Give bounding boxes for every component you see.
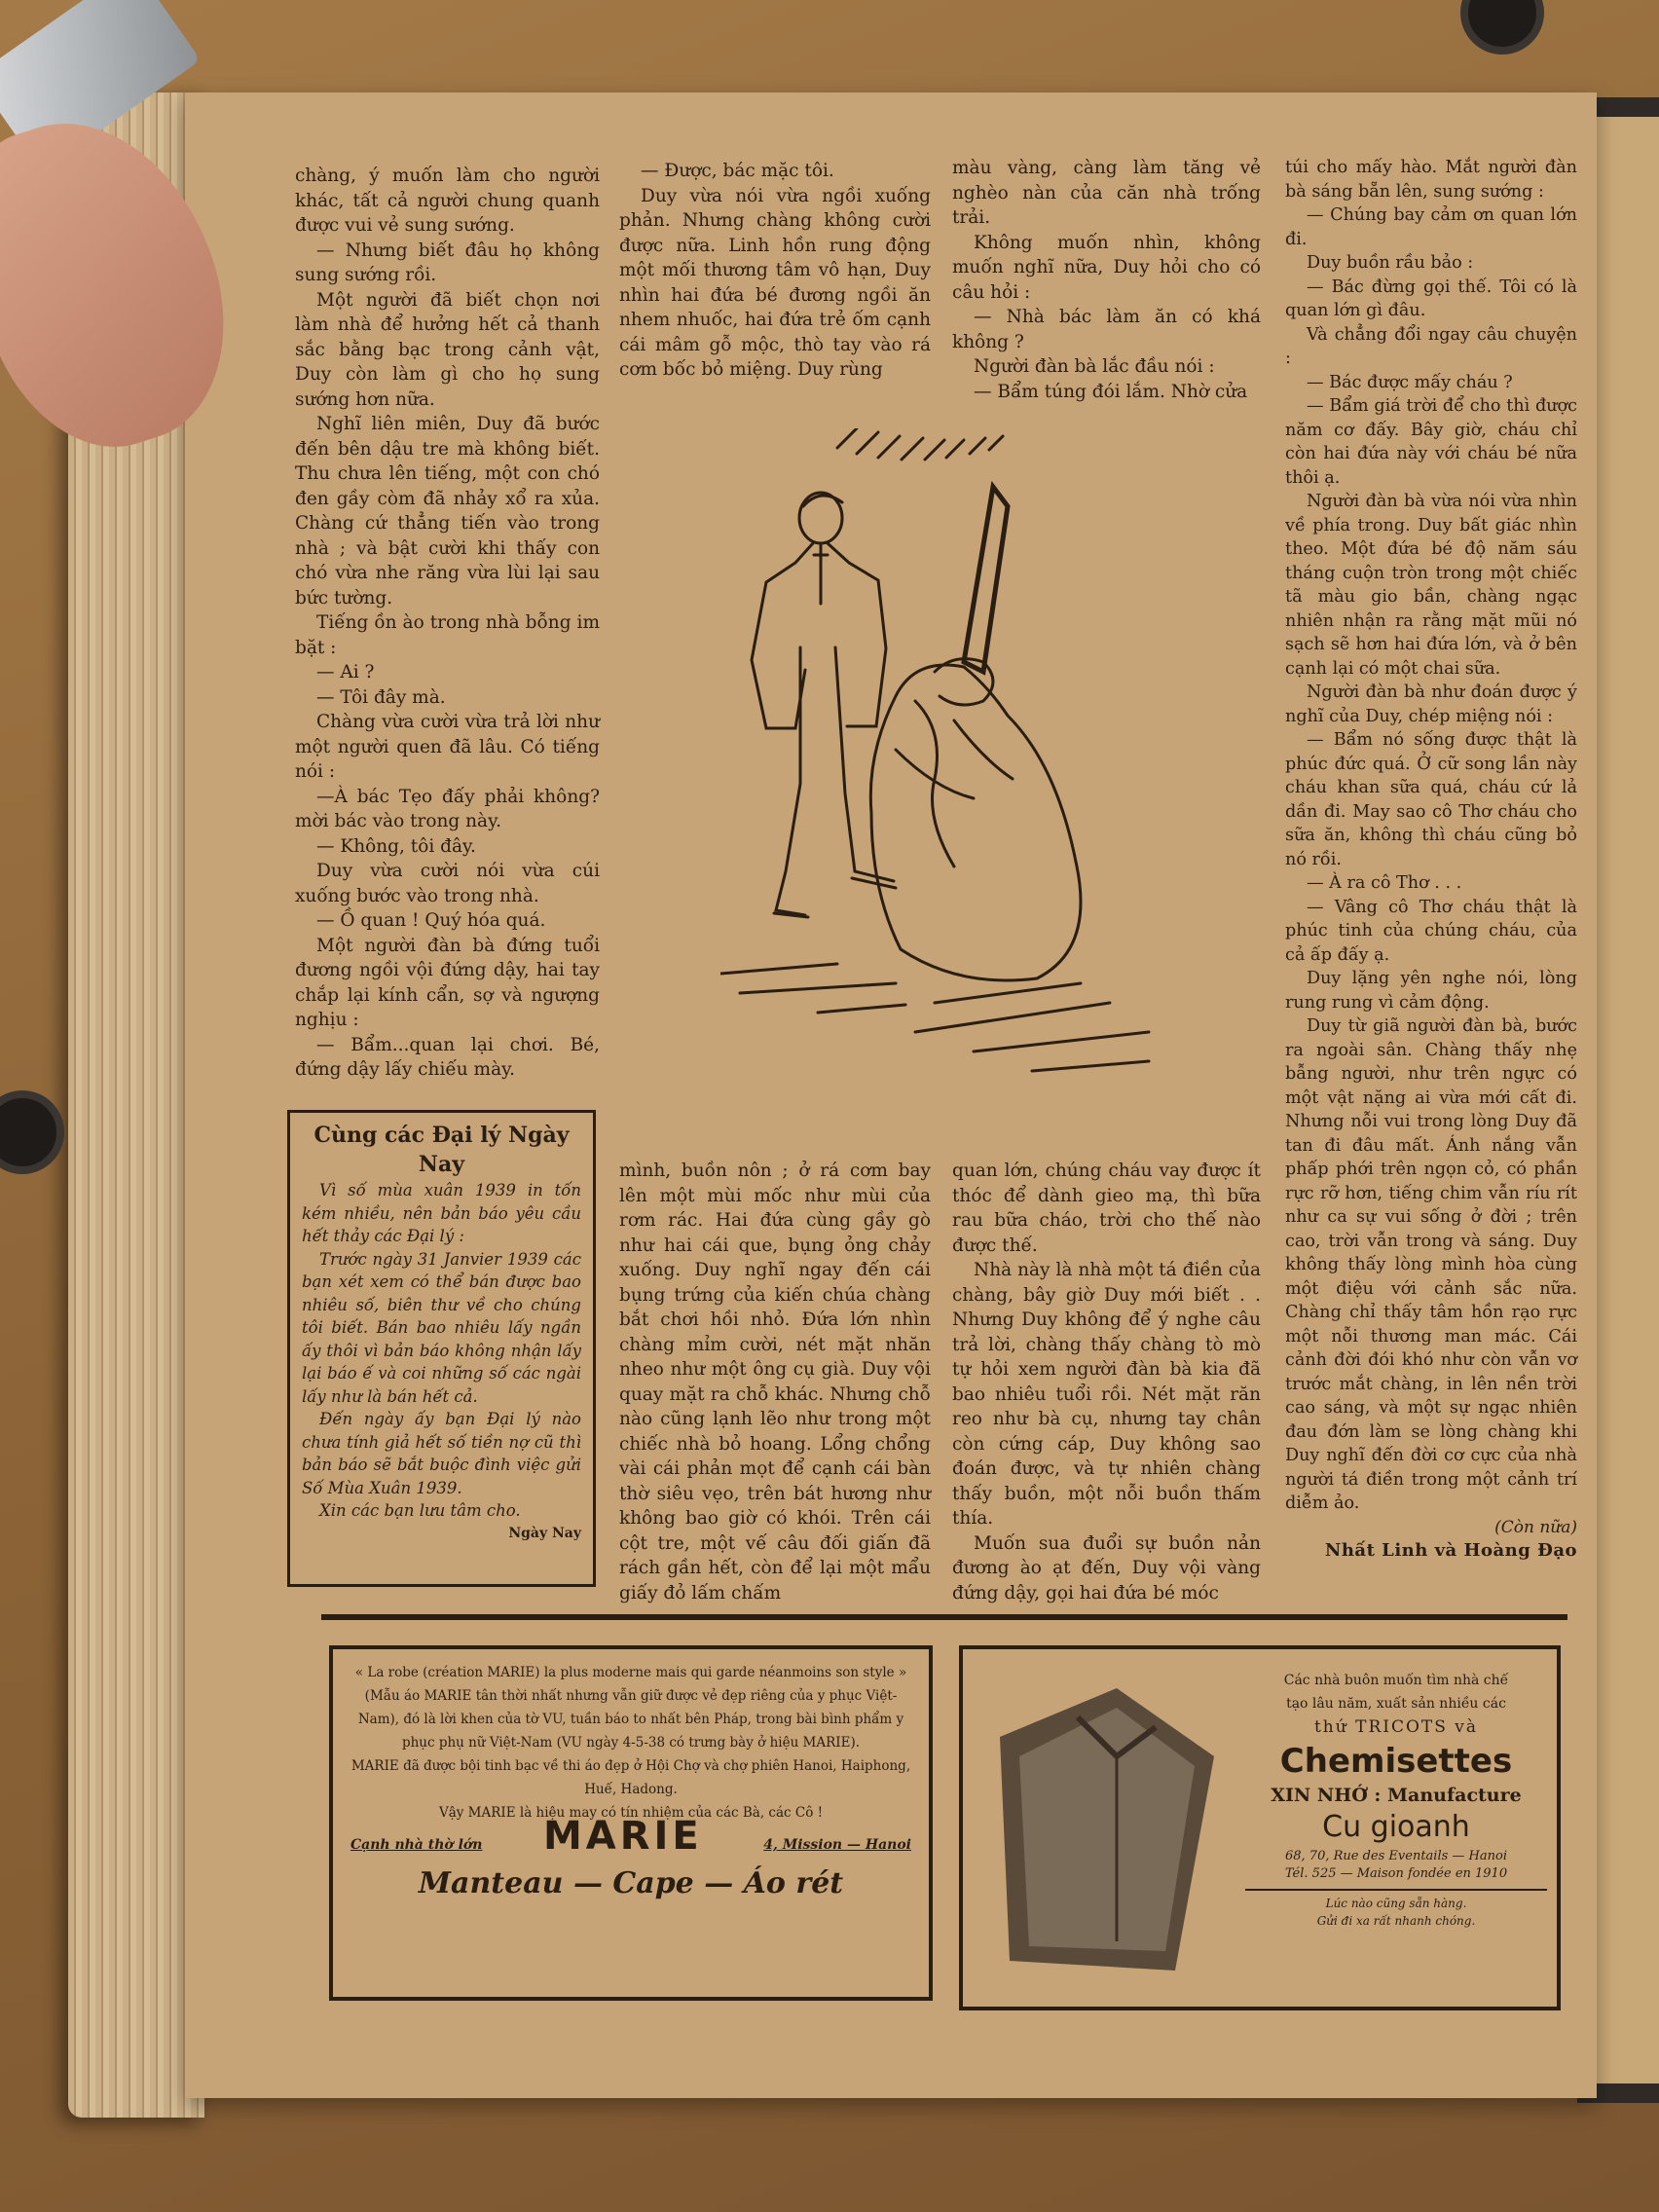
paragraph: Duy buồn rầu bảo : <box>1307 253 1474 273</box>
ad-remember: XIN NHỚ : Manufacture <box>1271 1785 1522 1806</box>
ad-text: MARIE đã được bội tinh bạc về thi áo đẹp ở Hội Chợ và chợ phiên Hanoi, Haiphong, Huế, Hadong. <box>350 1758 911 1797</box>
author-byline: Nhất Linh và Hoàng Đạo <box>1324 1540 1577 1561</box>
paragraph: — Ồ quan ! Quý hóa quá. <box>316 910 546 931</box>
paragraph: Nhà này là nhà một tá điền của chàng, bây giờ Duy mới biết . . Nhưng Duy không để ý nghe câu trả lời, chàng thấy chàng tò mò tự hỏi xem người đàn bà kia đã bao nhiêu tuổi rồi. Nét mặt răn reo như bà cụ, nhưng tay chân còn cứng cáp, Duy không sao đoán được, và tự nhiên chàng thấy buồn, một nỗi buồn thấm thía. <box>952 1260 1261 1529</box>
ad-location: Cạnh nhà thờ lớn <box>350 1837 483 1853</box>
advertisement-marie <box>329 1645 933 2001</box>
notice-paragraph: Xin các bạn lưu tâm cho. <box>319 1501 521 1520</box>
ad-text: Vậy MARIE là hiệu may có tín nhiệm của các Bà, các Cô ! <box>438 1805 824 1821</box>
ad-brand-row <box>350 1814 911 1859</box>
paragraph: — Tôi đây mà. <box>316 686 446 708</box>
paragraph: Một người đàn bà đứng tuổi đương ngồi vội đứng dậy, hai tay chắp lại kính cẩn, sợ và ngượng nghịu : <box>295 935 600 1030</box>
shirt-image <box>980 1678 1224 1990</box>
column-2-top <box>619 159 931 383</box>
paragraph: — Bẩm...quan lại chơi. Bé, đứng dậy lấy chiếu mày. <box>295 1034 600 1080</box>
column-2-bottom <box>619 1159 931 1605</box>
paragraph: — Bẩm giá trời để cho thì được năm cơ đấy. Bây giờ, cháu chỉ còn hai đứa này với cháu bé nữa thôi ạ. <box>1285 396 1577 488</box>
paragraph: Tiếng ồn ào trong nhà bỗng im bặt : <box>295 612 600 658</box>
ad-text: « La robe (création MARIE) la plus moderne mais qui garde néanmoins son style » (Mẫu áo MARIE tân thời nhất nhưng vẫn giữ được vẻ đẹp riêng của y phục Việt-Nam), đó là lời khen của tờ VU, tuần báo to nhất bên Pháp, trong bài bình phẩm y phục phụ nữ Việt-Nam (VU ngày 4-5-38 có trưng bày ở hiệu MARIE). <box>354 1665 907 1751</box>
ad-footer <box>1245 1889 1547 1930</box>
paragraph: — Bẩm nó sống được thật là phúc đức quá. Ở cữ song lần này cháu khan sữa quá, cháu cứ lả dần đi. May sao cô Thơ cháu cho sữa ăn, không thì cháu cũng bỏ nó rồi. <box>1285 730 1577 869</box>
ad-copy <box>1245 1669 1547 1930</box>
column-3-bottom <box>952 1159 1261 1605</box>
ad-maker: Cu gioanh <box>1322 1810 1470 1844</box>
paragraph: chàng, ý muốn làm cho người khác, tất cả người chung quanh được vui vẻ sung sướng. <box>295 166 600 236</box>
ad-footer-line: Lúc nào cũng sẵn hàng. <box>1325 1897 1467 1910</box>
ad-address: 4, Mission — Hanoi <box>763 1837 911 1853</box>
paragraph: — Bẩm túng đói lắm. Nhờ cửa <box>974 381 1248 402</box>
ad-brand: MARIE <box>542 1814 703 1859</box>
ad-intro: tạo lâu năm, xuất sản nhiều các <box>1286 1696 1506 1712</box>
advertisement-chemisettes <box>959 1645 1561 2010</box>
paragraph: Không muốn nhìn, không muốn nghĩ nữa, Duy hỏi cho có câu hỏi : <box>952 232 1261 303</box>
to-be-continued: (Còn nữa) <box>1494 1517 1577 1537</box>
ad-tagline: Manteau — Cape — Áo rét <box>418 1866 844 1900</box>
paragraph: — Chúng bay cảm ơn quan lớn đi. <box>1285 205 1577 249</box>
paragraph: Duy từ giã người đàn bà, bước ra ngoài sân. Chàng thấy nhẹ bẫng người, như trên ngực có một vật nặng ai vừa mới cất đi. Nhưng nỗi vui trong lòng Duy đã tan đi đâu mất. Ánh nắng vẫn phấp phới trên ngọn cỏ, có phần rực rỡ hơn, tiếng chim vẫn ríu rít như ca sự vui sống ở đời ; trên cao, trời vẫn trong và sáng. Duy không thấy lòng mình hòa cùng một điệu với cảnh sắc nữa. Chàng chỉ thấy tâm hồn rạo rực một nỗi thương man mác. Cái cảnh đời đói khó như còn vẫn vơ trước mắt chàng, in lên nền trời cao sáng, và một sự ngạc nhiên đau đớn làm se lòng chàng khi Duy nghĩ đến đời cơ cực của nhà người tá điền trong một cảnh trí diễm ảo. <box>1285 1016 1577 1513</box>
paragraph: Người đàn bà lắc đầu nói : <box>974 356 1215 377</box>
ad-footer-line: Gửi đi xa rất nhanh chóng. <box>1316 1914 1476 1928</box>
paragraph: màu vàng, càng làm tăng vẻ nghèo nàn của căn nhà trống trải. <box>952 158 1261 228</box>
paragraph: —À bác Tẹo đấy phải không? mời bác vào trong này. <box>295 786 600 831</box>
notice-paragraph: Vì số mùa xuân 1939 in tốn kém nhiều, nên bản báo yêu cầu hết thảy các Đại lý : <box>302 1181 581 1245</box>
paragraph: Muốn sua đuổi sự buồn nản đương ào ạt đến, Duy vội vàng đứng dậy, gọi hai đứa bé móc <box>952 1532 1261 1604</box>
next-page-sliver <box>1593 117 1659 2083</box>
ad-address: Tél. 525 — Maison fondée en 1910 <box>1284 1866 1508 1881</box>
paragraph: mình, buồn nôn ; ở rá cơm bay lên một mùi mốc như mùi của rơm rác. Hai đứa cùng gầy gò như hai cái que, bụng ỏng chảy xuống. Duy nghĩ ngay đến cái bụng trứng của kiến chúa chàng bắt chơi hồi nhỏ. Đứa lớn nhìn chàng mỉm cười, nét mặt nhăn nheo như một ông cụ già. Duy vội quay mặt ra chỗ khác. Nhưng chỗ nào cũng lạnh lẽo như trong một chiếc nhà bỏ hoang. Lổng chổng vài cái phản mọt để cạnh cái bàn thờ siêu vẹo, trên bát hương như không bao giờ có khói. Trên cái cột tre, một vế câu đối giấn đã rách gần hết, còn để lại một mẩu giấy đỏ lấm chấm <box>619 1161 931 1604</box>
paragraph: Chàng vừa cười vừa trả lời như một người quen đã lâu. Có tiếng nói : <box>295 712 600 782</box>
paragraph: Người đàn bà như đoán được ý nghĩ của Duy, chép miệng nói : <box>1285 682 1577 726</box>
paragraph: túi cho mấy hào. Mắt người đàn bà sáng bẵn lên, sung sướng : <box>1285 158 1577 202</box>
paragraph: — Vâng cô Thơ cháu thật là phúc tinh của chúng cháu, của cả ấp đấy ạ. <box>1285 897 1577 965</box>
notice-box <box>287 1110 596 1587</box>
paragraph: — Ai ? <box>316 662 375 682</box>
column-1 <box>295 164 600 1083</box>
ad-intro: Các nhà buôn muốn tìm nhà chế <box>1283 1673 1509 1688</box>
column-3-top <box>952 156 1261 404</box>
notice-signature: Ngày Nay <box>508 1525 581 1541</box>
paragraph: — Nhà bác làm ăn có khá không ? <box>952 307 1261 352</box>
paragraph: Duy vừa cười nói vừa cúi xuống bước vào trong nhà. <box>295 861 600 906</box>
ad-product: Chemisettes <box>1279 1742 1513 1781</box>
paragraph: — Bác được mấy cháu ? <box>1307 372 1513 392</box>
story-illustration <box>720 428 1207 1090</box>
paragraph: — Bác đừng gọi thế. Tôi có là quan lớn gì đâu. <box>1285 276 1577 320</box>
notice-paragraph: Đến ngày ấy bạn Đại lý nào chưa tính giả hết số tiền nợ cũ thì bản báo sẽ bắt buộc đình việc gửi Số Mùa Xuân 1939. <box>302 1410 581 1497</box>
paragraph: Một người đã biết chọn nơi làm nhà để hưởng hết cả thanh sắc bằng bạc trong cảnh vật, Duy còn làm gì cho họ sung sướng hơn nữa. <box>295 289 600 410</box>
paragraph: — Không, tôi đây. <box>316 835 476 857</box>
paragraph: Nghĩ liên miên, Duy đã bước đến bên dậu tre mà không biết. Thu chưa lên tiếng, một con chó đen gầy còm đã nhảy xổ ra xủa. Chàng cứ thẳng tiến vào trong nhà ; và bật cười khi thấy con chó vừa nhe răng vừa lùi lại sau bức tường. <box>295 414 600 608</box>
paragraph: Duy lặng yên nghe nói, lòng rung rung vì cảm động. <box>1285 969 1577 1013</box>
section-divider <box>321 1614 1567 1620</box>
paragraph: Người đàn bà vừa nói vừa nhìn về phía trong. Duy bất giác nhìn theo. Một đứa bé độ năm sáu tháng cuộn tròn trong một chiếc tã màu gio bần, chàng ngạc nhiên nhận ra rằng mặt mũi nó sạch sẽ hơn hai đứa lớn, và ở bên cạnh lại có một chai sữa. <box>1285 492 1577 679</box>
paragraph: Và chẳng đổi ngay câu chuyện : <box>1285 324 1577 368</box>
paragraph: Duy vừa nói vừa ngồi xuống phản. Nhưng chàng không cười được nữa. Linh hồn rung động một mối thương tâm vô hạn, Duy nhìn hai đứa bé đương ngồi ăn nhem nhuốc, hai đứa trẻ ốm cạnh cái mâm gỗ mộc, thò tay vào rá cơm bốc bỏ miệng. Duy rùng <box>619 185 931 380</box>
paragraph: — À ra cô Thơ . . . <box>1307 873 1462 893</box>
paragraph: — Được, bác mặc tôi. <box>641 161 834 181</box>
notice-paragraph: Trước ngày 31 Janvier 1939 các bạn xét xem có thể bán được bao nhiêu số, biên thư về cho chúng tôi biết. Bán bao nhiêu lấy ngần ấy thôi vì bản báo không nhận lấy lại báo ế và coi những số các ngài lấy như là bán hết cả. <box>302 1249 581 1406</box>
ad-intro: thứ TRICOTS và <box>1313 1717 1479 1737</box>
column-4 <box>1285 156 1577 1564</box>
notice-title: Cùng các Đại lý Ngày Nay <box>313 1123 570 1177</box>
paragraph: — Nhưng biết đâu họ không sung sướng rồi. <box>295 240 600 285</box>
paragraph: quan lớn, chúng cháu vay được ít thóc để dành gieo mạ, thì bữa rau bữa cháo, trời cho thế nào được thế. <box>952 1161 1261 1256</box>
ad-address: 68, 70, Rue des Eventails — Hanoi <box>1285 1849 1507 1863</box>
